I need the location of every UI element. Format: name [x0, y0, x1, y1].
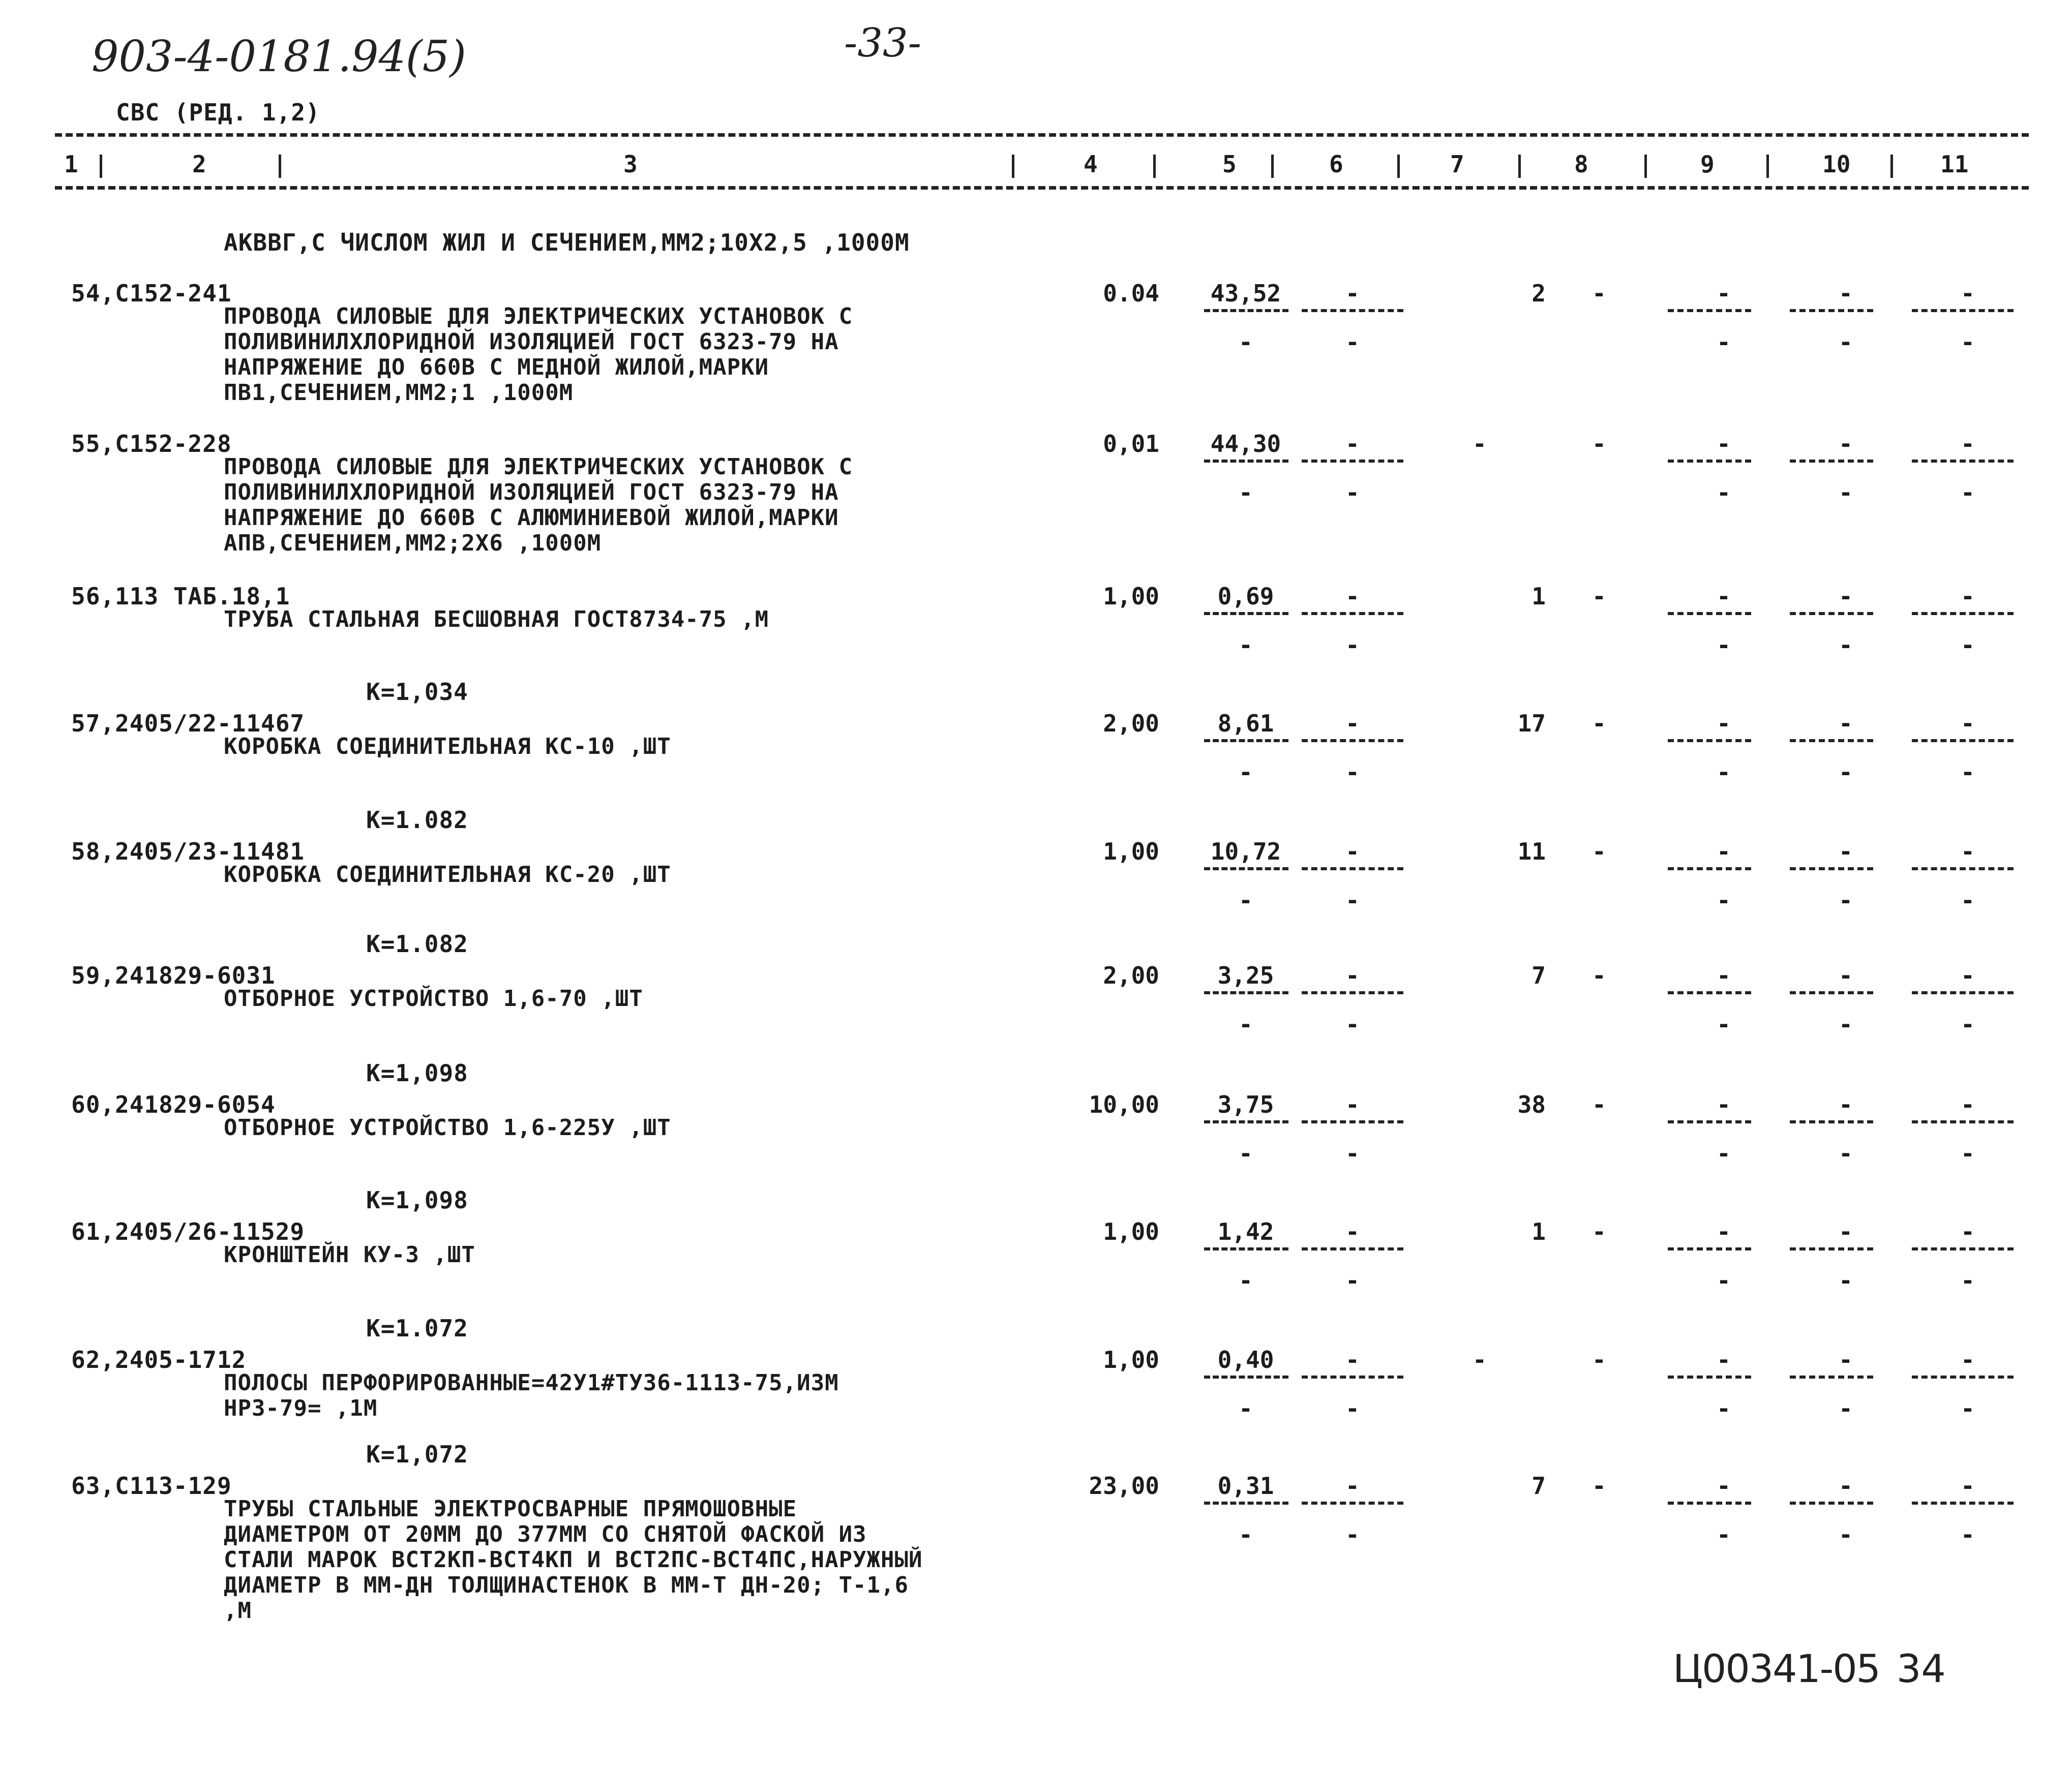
fraction-line — [1790, 1247, 1873, 1250]
description-line: ПОЛОСЫ ПЕРФОРИРОВАННЫЕ=42У1#ТУ36-1113-75,ИЗМ — [224, 1370, 839, 1396]
description-line: АПВ,СЕЧЕНИЕМ,ММ2;2Х6 ,1000М — [224, 530, 602, 556]
fraction-line — [1668, 739, 1751, 742]
dash-mark: - — [1717, 631, 1731, 659]
quantity-value: 0,01 — [1103, 430, 1159, 457]
fraction-line — [1204, 309, 1288, 312]
dash-mark: - — [1592, 962, 1606, 989]
dash-mark: - — [1345, 479, 1360, 506]
dash-mark: - — [1239, 887, 1253, 914]
unit-price-value: 44,30 — [1210, 430, 1281, 457]
dash-mark: - — [1961, 1521, 1975, 1548]
fraction-line — [1912, 1120, 2014, 1123]
fraction-line — [1302, 309, 1403, 312]
dash-mark: - — [1839, 1091, 1853, 1118]
unit-price-value: 1,42 — [1217, 1218, 1274, 1245]
dash-mark: - — [1592, 1472, 1606, 1500]
dash-mark: - — [1717, 1218, 1731, 1245]
dash-mark: - — [1961, 1140, 1975, 1167]
dash-mark: - — [1717, 758, 1731, 786]
table-row — [0, 1186, 2072, 1294]
dash-mark: - — [1839, 710, 1853, 737]
entry-code: 61,2405/26-11529 — [71, 1218, 305, 1245]
dash-mark: - — [1592, 280, 1606, 307]
dash-mark: - — [1717, 1091, 1731, 1118]
fraction-line — [1668, 867, 1751, 870]
quantity-value: 10,00 — [1089, 1091, 1159, 1118]
fraction-line — [1912, 991, 2014, 994]
fraction-line — [1302, 460, 1403, 463]
dash-mark: - — [1717, 1267, 1731, 1294]
entry-description — [224, 1242, 475, 1268]
entry-description — [224, 734, 671, 759]
table-row — [0, 1315, 2072, 1422]
table-row — [0, 930, 2072, 1038]
dash-mark: - — [1592, 583, 1606, 610]
description-line: КОРОБКА СОЕДИНИТЕЛЬНАЯ КС-10 ,ШТ — [224, 734, 671, 759]
dash-mark: - — [1345, 1011, 1360, 1038]
table-row — [0, 583, 2072, 659]
column-8-value: 1 — [1532, 583, 1546, 610]
table-row — [0, 430, 2072, 556]
entry-code: 58,2405/23-11481 — [71, 838, 305, 865]
dash-mark: - — [1839, 838, 1853, 865]
dash-mark: - — [1239, 758, 1253, 786]
dash-mark: - — [1717, 1472, 1731, 1500]
dash-mark: - — [1961, 1091, 1975, 1118]
fraction-line — [1204, 1120, 1288, 1123]
footer-sheet-number: 34 — [1897, 1646, 1946, 1691]
description-line: ТРУБЫ СТАЛЬНЫЕ ЭЛЕКТРОСВАРНЫЕ ПРЯМОШОВНЫЕ — [224, 1496, 797, 1522]
fraction-line — [1790, 739, 1873, 742]
dash-mark: - — [1592, 430, 1606, 457]
entry-description — [224, 1115, 671, 1141]
dash-mark: - — [1345, 328, 1360, 356]
column-separator — [1766, 155, 1769, 178]
entry-code: 59,241829-6031 — [71, 962, 276, 989]
dash-mark: - — [1961, 1011, 1975, 1038]
coefficient-k: К=1,072 — [366, 1441, 468, 1468]
unit-price-value: 43,52 — [1210, 280, 1281, 307]
unit-price-value: 0,40 — [1217, 1346, 1274, 1373]
dash-mark: - — [1961, 710, 1975, 737]
dash-mark: - — [1717, 887, 1731, 914]
dash-mark: - — [1345, 280, 1360, 307]
description-line: ПОЛИВИНИЛХЛОРИДНОЙ ИЗОЛЯЦИЕЙ ГОСТ 6323-79 НА — [224, 479, 839, 505]
unit-price-value: 3,75 — [1217, 1091, 1274, 1118]
dash-mark: - — [1345, 758, 1360, 786]
column-8-value: 38 — [1517, 1091, 1546, 1118]
quantity-value: 1,00 — [1103, 1218, 1159, 1245]
fraction-line — [1204, 1247, 1288, 1250]
description-line: ,М — [224, 1598, 252, 1624]
column-header-2: 2 — [192, 150, 206, 178]
dash-mark: - — [1345, 631, 1360, 659]
dash-mark: - — [1839, 962, 1853, 989]
dash-mark: - — [1345, 962, 1360, 989]
dash-mark: - — [1239, 1140, 1253, 1167]
dash-mark: - — [1839, 1267, 1853, 1294]
footer-stamp: Ц00341-05 — [1673, 1646, 1880, 1691]
continuation-line: АКВВГ,С ЧИСЛОМ ЖИЛ И СЕЧЕНИЕМ,ММ2;10Х2,5 ,1000М — [224, 229, 910, 256]
coefficient-k: К=1,098 — [366, 1186, 468, 1214]
entry-code: 55,С152-228 — [71, 430, 232, 457]
dash-mark: - — [1961, 328, 1975, 356]
fraction-line — [1790, 1120, 1873, 1123]
entry-description — [224, 304, 853, 406]
fraction-line — [1302, 1376, 1403, 1379]
dash-mark: - — [1839, 430, 1853, 457]
fraction-line — [1790, 1502, 1873, 1505]
description-line: НР3-79= ,1М — [224, 1395, 378, 1421]
description-line: КОРОБКА СОЕДИНИТЕЛЬНАЯ КС-20 ,ШТ — [224, 862, 671, 888]
unit-price-value: 0,31 — [1217, 1472, 1274, 1500]
dash-mark: - — [1345, 1395, 1360, 1422]
header-top-rule — [55, 133, 2029, 137]
table-row — [0, 806, 2072, 914]
dash-mark: - — [1961, 758, 1975, 786]
dash-mark: - — [1592, 710, 1606, 737]
fraction-line — [1912, 1376, 2014, 1379]
dash-mark: - — [1592, 1218, 1606, 1245]
column-header-9: 9 — [1700, 150, 1715, 178]
description-line: КРОНШТЕЙН КУ-3 ,ШТ — [224, 1242, 475, 1268]
dash-mark: - — [1839, 1521, 1853, 1548]
dash-mark: - — [1961, 430, 1975, 457]
entry-description — [224, 862, 671, 888]
fraction-line — [1668, 460, 1751, 463]
coefficient-k: К=1.082 — [366, 930, 468, 958]
dash-mark: - — [1239, 1395, 1253, 1422]
table-row — [0, 1059, 2072, 1167]
column-header-3: 3 — [623, 150, 638, 178]
dash-mark: - — [1345, 1091, 1360, 1118]
column-separator — [1271, 155, 1274, 178]
dash-mark: - — [1239, 1267, 1253, 1294]
entry-code: 54,С152-241 — [71, 280, 232, 307]
dash-mark: - — [1717, 962, 1731, 989]
dash-mark: - — [1345, 838, 1360, 865]
fraction-line — [1912, 867, 2014, 870]
fraction-line — [1668, 1502, 1751, 1505]
dash-mark: - — [1592, 838, 1606, 865]
dash-mark: - — [1839, 1395, 1853, 1422]
dash-mark: - — [1961, 1346, 1975, 1373]
fraction-line — [1668, 309, 1751, 312]
dash-mark: - — [1345, 430, 1360, 457]
column-8-value: 2 — [1532, 280, 1546, 307]
dash-mark: - — [1717, 710, 1731, 737]
fraction-line — [1912, 612, 2014, 615]
fraction-line — [1302, 1247, 1403, 1250]
description-line: ОТБОРНОЕ УСТРОЙСТВО 1,6-70 ,ШТ — [224, 986, 643, 1012]
column-8-value: 7 — [1532, 1472, 1546, 1500]
quantity-value: 2,00 — [1103, 710, 1159, 737]
quantity-value: 23,00 — [1089, 1472, 1159, 1500]
description-line: НАПРЯЖЕНИЕ ДО 660В С АЛЮМИНИЕВОЙ ЖИЛОЙ,МАРКИ — [224, 505, 839, 531]
dash-mark: - — [1717, 479, 1731, 506]
dash-mark: - — [1961, 1267, 1975, 1294]
description-line: СТАЛИ МАРОК ВСТ2КП-ВСТ4КП И ВСТ2ПС-ВСТ4ПС,НАРУЖНЫЙ — [224, 1547, 923, 1573]
entry-code: 63,С113-129 — [71, 1472, 232, 1500]
description-line: ДИАМЕТР В ММ-ДН ТОЛЩИНАСТЕНОК В ММ-Т ДН-20; Т-1,6 — [224, 1572, 909, 1598]
dash-mark: - — [1839, 328, 1853, 356]
description-line: ДИАМЕТРОМ ОТ 20ММ ДО 377ММ СО СНЯТОЙ ФАСКОЙ ИЗ — [224, 1521, 867, 1547]
dash-mark: - — [1961, 887, 1975, 914]
fraction-line — [1668, 991, 1751, 994]
fraction-line — [1668, 1376, 1751, 1379]
dash-mark: - — [1839, 887, 1853, 914]
dash-mark: - — [1345, 1218, 1360, 1245]
dash-mark: - — [1345, 1267, 1360, 1294]
dash-mark: - — [1839, 1218, 1853, 1245]
dash-mark: - — [1345, 583, 1360, 610]
dash-mark: - — [1717, 1011, 1731, 1038]
dash-mark: - — [1717, 1521, 1731, 1548]
column-separator — [100, 155, 102, 178]
column-header-7: 7 — [1450, 150, 1464, 178]
dash-mark: - — [1239, 1011, 1253, 1038]
column-8-value: 17 — [1517, 710, 1546, 737]
dash-mark: - — [1961, 1472, 1975, 1500]
fraction-line — [1790, 1376, 1873, 1379]
column-separator — [279, 155, 281, 178]
fraction-line — [1204, 867, 1288, 870]
dash-mark: - — [1839, 479, 1853, 506]
column-separator — [1012, 155, 1014, 178]
fraction-line — [1302, 1120, 1403, 1123]
dash-mark: - — [1239, 631, 1253, 659]
fraction-line — [1204, 1502, 1288, 1505]
description-line: ПОЛИВИНИЛХЛОРИДНОЙ ИЗОЛЯЦИЕЙ ГОСТ 6323-79 НА — [224, 329, 839, 355]
quantity-value: 1,00 — [1103, 838, 1159, 865]
dash-mark: - — [1839, 1011, 1853, 1038]
column-7-value: - — [1473, 430, 1487, 457]
fraction-line — [1668, 612, 1751, 615]
fraction-line — [1912, 1502, 2014, 1505]
column-separator — [1397, 155, 1400, 178]
fraction-line — [1668, 1247, 1751, 1250]
dash-mark: - — [1345, 1521, 1360, 1548]
dash-mark: - — [1961, 583, 1975, 610]
dash-mark: - — [1717, 430, 1731, 457]
unit-price-value: 10,72 — [1210, 838, 1281, 865]
entry-code: 60,241829-6054 — [71, 1091, 276, 1118]
dash-mark: - — [1717, 838, 1731, 865]
dash-mark: - — [1717, 1140, 1731, 1167]
entry-description — [224, 986, 643, 1012]
dash-mark: - — [1839, 583, 1853, 610]
column-header-10: 10 — [1822, 150, 1851, 178]
entry-description — [224, 454, 853, 556]
fraction-line — [1912, 309, 2014, 312]
dash-mark: - — [1961, 280, 1975, 307]
fraction-line — [1204, 460, 1288, 463]
dash-mark: - — [1839, 1346, 1853, 1373]
column-separator — [1644, 155, 1647, 178]
dash-mark: - — [1961, 962, 1975, 989]
fraction-line — [1790, 991, 1873, 994]
column-header-8: 8 — [1574, 150, 1588, 178]
coefficient-k: К=1.082 — [366, 806, 468, 834]
fraction-line — [1302, 991, 1403, 994]
dash-mark: - — [1961, 479, 1975, 506]
column-8-value: 11 — [1517, 838, 1546, 865]
coefficient-k: К=1.072 — [366, 1315, 468, 1342]
fraction-line — [1790, 460, 1873, 463]
entry-description — [224, 1497, 923, 1624]
dash-mark: - — [1839, 1140, 1853, 1167]
dash-mark: - — [1345, 887, 1360, 914]
fraction-line — [1204, 1376, 1288, 1379]
dash-mark: - — [1239, 479, 1253, 506]
dash-mark: - — [1961, 1218, 1975, 1245]
description-line: ТРУБА СТАЛЬНАЯ БЕСШОВНАЯ ГОСТ8734-75 ,М — [224, 606, 769, 632]
fraction-line — [1204, 739, 1288, 742]
dash-mark: - — [1961, 1395, 1975, 1422]
table-row — [0, 280, 2072, 406]
fraction-line — [1790, 309, 1873, 312]
dash-mark: - — [1345, 1140, 1360, 1167]
column-header-1: 1 — [64, 150, 78, 178]
entry-description — [224, 607, 769, 632]
column-7-value: - — [1473, 1346, 1487, 1373]
handwritten-project-code: 903-4-0181.94(5) — [92, 32, 466, 81]
dash-mark: - — [1961, 631, 1975, 659]
dash-mark: - — [1239, 328, 1253, 356]
column-8-value: 1 — [1532, 1218, 1546, 1245]
fraction-line — [1204, 612, 1288, 615]
fraction-line — [1204, 991, 1288, 994]
dash-mark: - — [1345, 1346, 1360, 1373]
table-row — [0, 1441, 2072, 1624]
dash-mark: - — [1961, 838, 1975, 865]
fraction-line — [1790, 612, 1873, 615]
coefficient-k: К=1,034 — [366, 678, 468, 706]
entry-code: 57,2405/22-11467 — [71, 710, 305, 737]
header-bottom-rule — [55, 186, 2029, 190]
dash-mark: - — [1717, 328, 1731, 356]
dash-mark: - — [1717, 280, 1731, 307]
edition-note: СВС (РЕД. 1,2) — [116, 99, 320, 126]
dash-mark: - — [1345, 1472, 1360, 1500]
entry-code: 62,2405-1712 — [71, 1346, 247, 1373]
coefficient-k: К=1,098 — [366, 1059, 468, 1087]
description-line: ПРОВОДА СИЛОВЫЕ ДЛЯ ЭЛЕКТРИЧЕСКИХ УСТАНОВОК С — [224, 454, 853, 480]
column-8-value: 7 — [1532, 962, 1546, 989]
column-header-5: 5 — [1222, 150, 1237, 178]
fraction-line — [1912, 460, 2014, 463]
column-header-11: 11 — [1940, 150, 1969, 178]
fraction-line — [1790, 867, 1873, 870]
fraction-line — [1302, 867, 1403, 870]
quantity-value: 1,00 — [1103, 583, 1159, 610]
dash-mark: - — [1592, 1091, 1606, 1118]
unit-price-value: 0,69 — [1217, 583, 1274, 610]
dash-mark: - — [1839, 631, 1853, 659]
fraction-line — [1912, 739, 2014, 742]
fraction-line — [1302, 739, 1403, 742]
dash-mark: - — [1717, 583, 1731, 610]
table-row — [0, 678, 2072, 786]
dash-mark: - — [1592, 1346, 1606, 1373]
dash-mark: - — [1839, 280, 1853, 307]
quantity-value: 0.04 — [1103, 280, 1159, 307]
description-line: ОТБОРНОЕ УСТРОЙСТВО 1,6-225У ,ШТ — [224, 1115, 671, 1141]
description-line: ПРОВОДА СИЛОВЫЕ ДЛЯ ЭЛЕКТРИЧЕСКИХ УСТАНОВОК С — [224, 303, 853, 329]
dash-mark: - — [1839, 1472, 1853, 1500]
dash-mark: - — [1717, 1395, 1731, 1422]
fraction-line — [1302, 612, 1403, 615]
column-header-4: 4 — [1084, 150, 1098, 178]
column-separator — [1153, 155, 1156, 178]
column-separator — [1890, 155, 1893, 178]
description-line: НАПРЯЖЕНИЕ ДО 660В С МЕДНОЙ ЖИЛОЙ,МАРКИ — [224, 354, 769, 380]
fraction-line — [1302, 1502, 1403, 1505]
dash-mark: - — [1345, 710, 1360, 737]
page-number: -33- — [844, 20, 921, 66]
entry-description — [224, 1370, 839, 1421]
column-separator — [1518, 155, 1521, 178]
dash-mark: - — [1239, 1521, 1253, 1548]
unit-price-value: 8,61 — [1217, 710, 1274, 737]
fraction-line — [1912, 1247, 2014, 1250]
dash-mark: - — [1839, 758, 1853, 786]
column-header-6: 6 — [1329, 150, 1343, 178]
dash-mark: - — [1717, 1346, 1731, 1373]
quantity-value: 2,00 — [1103, 962, 1159, 989]
fraction-line — [1668, 1120, 1751, 1123]
description-line: ПВ1,СЕЧЕНИЕМ,ММ2;1 ,1000М — [224, 380, 574, 406]
entry-code: 56,113 ТАБ.18,1 — [71, 583, 290, 610]
unit-price-value: 3,25 — [1217, 962, 1274, 989]
quantity-value: 1,00 — [1103, 1346, 1159, 1373]
